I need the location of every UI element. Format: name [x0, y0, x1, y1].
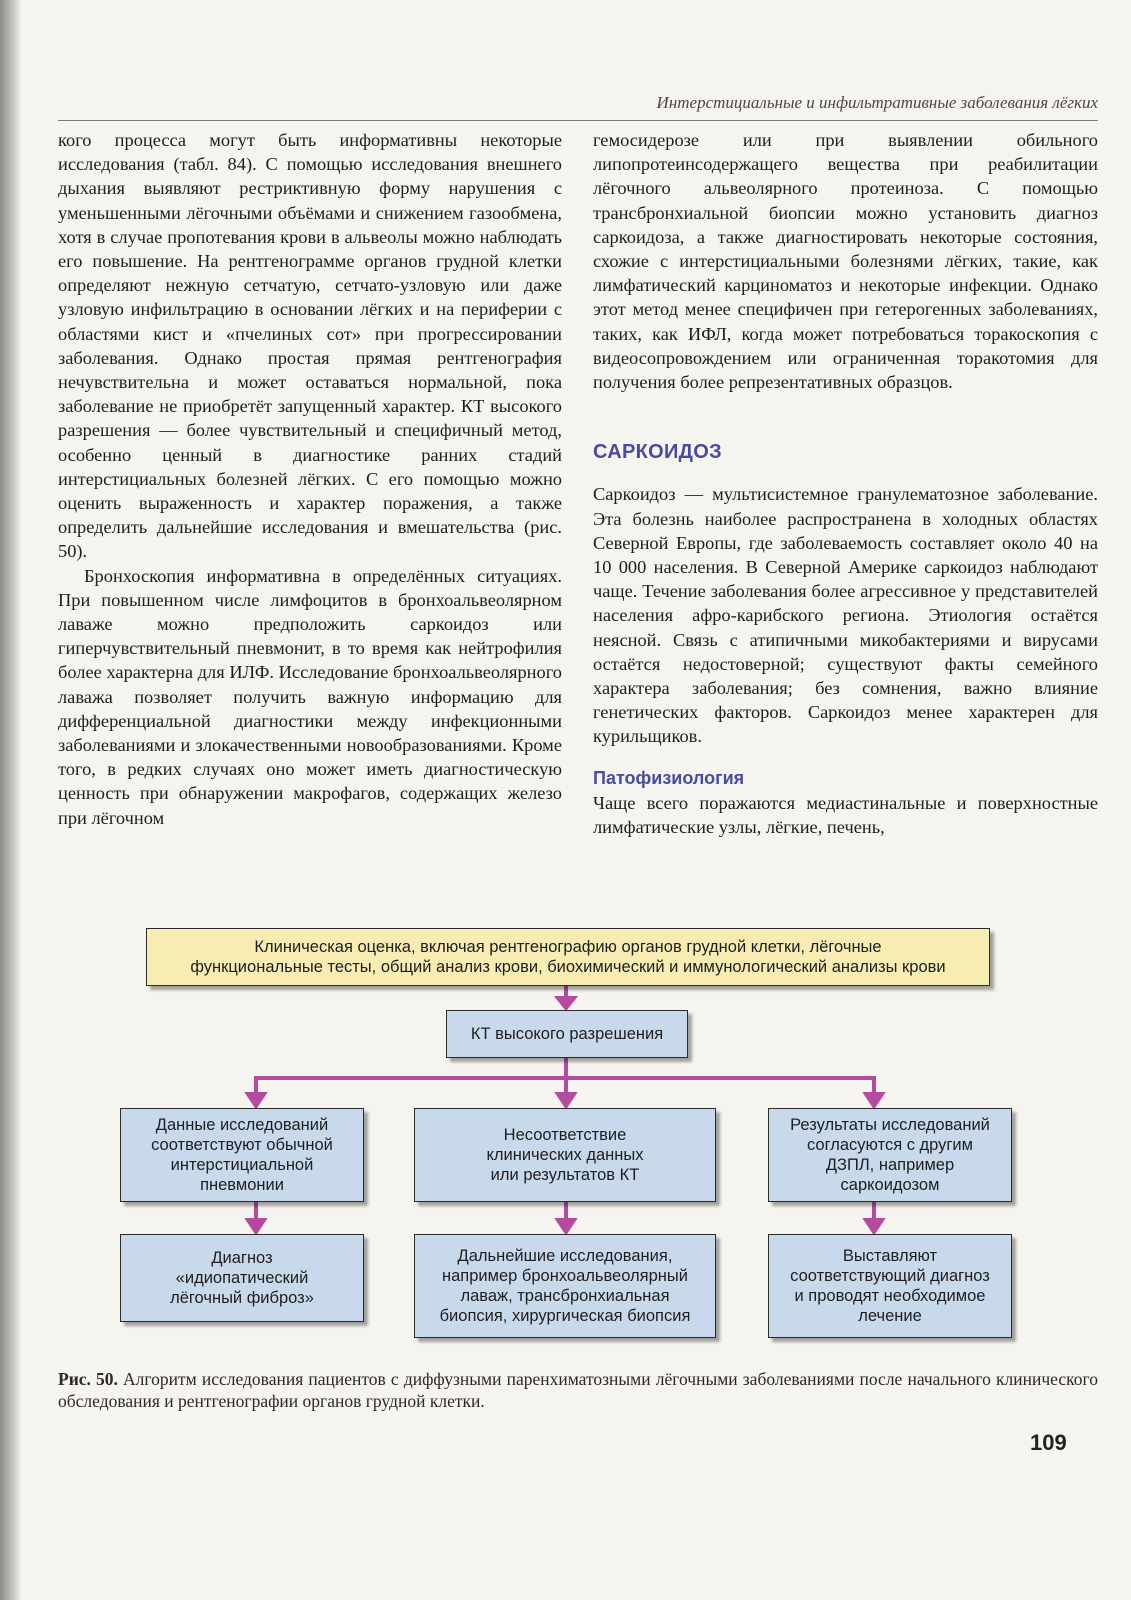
arrowhead-right-outcome	[866, 1220, 882, 1232]
right-paragraph-2: Саркоидоз — мультисистемное гранулематозное заболевание. Эта болезнь наиболее распространена в холодных областях Северной Европы, где заболеваемость составляет около 40 на 10 000 населения. В Северной Америке саркоидоз наблюдают чаще. Течение заболевания более агрессивное у представителей населения афро-карибского региона. Этиология остаётся неясной. Связь с атипичными микобактериями и вирусами остаётся недостоверной; существуют факты семейного характера заболевания; без сомнения, важно влияние генетических факторов. Саркоидоз менее характерен для курильщиков.	[593, 484, 1098, 747]
arrowhead-ct	[558, 998, 574, 1008]
left-paragraph-1: кого процесса могут быть информативны некоторые исследования (табл. 84). С помощью исследования внешнего дыхания выявляют рестриктивную форму нарушения с уменьшенными лёгочными объёмами и снижением газообмена, хотя в случае пропотевания крови в альвеолы можно наблюдать его повышение. На рентгенограмме органов грудной клетки определяют нежную сетчатую, сетчато-узловую или даже узловую инфильтрацию в основании лёгких и на периферии с областями кист и «пчелиных сот» при прогрессировании заболевания. Однако простая прямая рентгенография нечувствительна и может оставаться нормальной, пока заболевание не приобретёт запущенный характер. КТ высокого разрешения — более чувствительный и специфичный метод, особенно ценный в диагностике ранних стадий интерстициальных болезней лёгких. С его помощью можно оценить выраженность и характер поражения, а также определить дальнейшие исследования и вмешательства (рис. 50).	[58, 130, 562, 562]
flowchart-branch-other-ild-box	[768, 1108, 1012, 1202]
right-paragraph-1: гемосидерозе или при выявлении обильного липопротеинсодержащего вещества при реабилитации лёгочного альвеолярного протеиноза. С помощью трансбронхиальной биопсии можно установить диагноз саркоидоза, а также диагностировать некоторые состояния, схожие с интерстициальными болезнями лёгких, такие, как лимфатический карциноматоз и некоторые инфекции. Однако этот метод менее специфичен при гетерогенных заболеваниях, таких, как ИФЛ, когда может потребоваться торакоскопия с видеосопровождением или ограниченная торакотомия для получения более репрезентативных образцов.	[593, 130, 1098, 393]
running-head: Интерстициальные и инфильтративные заболевания лёгких	[656, 93, 1098, 112]
right-paragraph-3: Чаще всего поражаются медиастинальные и поверхностные лимфатические узлы, лёгкие, печень,	[593, 792, 1098, 837]
outcome-treatment-label: Выставляют соответствующий диагноз и проводят необходимое лечение	[790, 1247, 990, 1325]
flowchart-outcome-treatment-box	[768, 1234, 1012, 1338]
outcome-ipf-label: Диагноз «идиопатический лёгочный фиброз»	[170, 1249, 314, 1307]
ct-label: КТ высокого разрешения	[470, 1025, 664, 1043]
flowchart-branch-uip-box	[120, 1108, 364, 1202]
page-number: 109	[1030, 1430, 1067, 1455]
figure-caption	[58, 1368, 1098, 1412]
flowchart-ct-box	[446, 1010, 688, 1058]
flowchart-clinical-assessment-box	[146, 928, 990, 986]
left-paragraph-2: Бронхоскопия информативна в определённых ситуациях. При повышенном числе лимфоцитов в бронхоальвеолярном лаваже можно предположить саркоидоз или гиперчувствительный пневмонит, в то время как нейтрофилия более характерна для ИЛФ. Исследование бронхоальвеолярного лаважа позволяет получить важную информацию для дифференциальной диагностики между инфекционными заболеваниями и злокачественными новообразованиями. Кроме того, в редких случаях оно может иметь диагностическую ценность при обнаружении макрофагов, содержащих железо при лёгочном	[58, 565, 562, 828]
branch-mismatch-label: Несоответствие клинических данных или результатов КТ	[486, 1126, 644, 1184]
figure-label: Рис. 50.	[58, 1369, 118, 1389]
flowchart-outcome-further-tests-box	[414, 1234, 716, 1338]
arrowhead-right	[866, 1094, 882, 1106]
section-title-sarcoidosis: САРКОИДОЗ	[593, 441, 722, 464]
flowchart-branch-mismatch-box	[414, 1108, 716, 1202]
flowchart-outcome-ipf-box	[120, 1234, 364, 1322]
branch-other-ild-label: Результаты исследований согласуются с другим ДЗПЛ, например саркоидозом	[790, 1116, 990, 1194]
clinical-assessment-label: Клиническая оценка, включая рентгенографию органов грудной клетки, лёгочные функциональные тесты, общий анализ крови, биохимический и иммунологический анализы крови	[190, 938, 946, 976]
branch-uip-label: Данные исследований соответствуют обычной интерстициальной пневмонии	[151, 1116, 333, 1194]
arrowhead-left	[248, 1094, 264, 1106]
outcome-further-tests-label: Дальнейшие исследования, например бронхоальвеолярный лаваж, трансбронхиальная биопсия, хирургическая биопсия	[439, 1247, 691, 1325]
arrowhead-left-outcome	[248, 1220, 264, 1232]
subsection-title-pathophysiology: Патофизиология	[593, 767, 745, 788]
arrowhead-middle-outcome	[558, 1220, 574, 1232]
arrowhead-middle	[558, 1094, 574, 1106]
figure-caption-text: Алгоритм исследования пациентов с диффузными паренхиматозными лёгочными заболеваниями после начального клинического обследования и рентгенографии органов грудной клетки.	[58, 1369, 1099, 1411]
